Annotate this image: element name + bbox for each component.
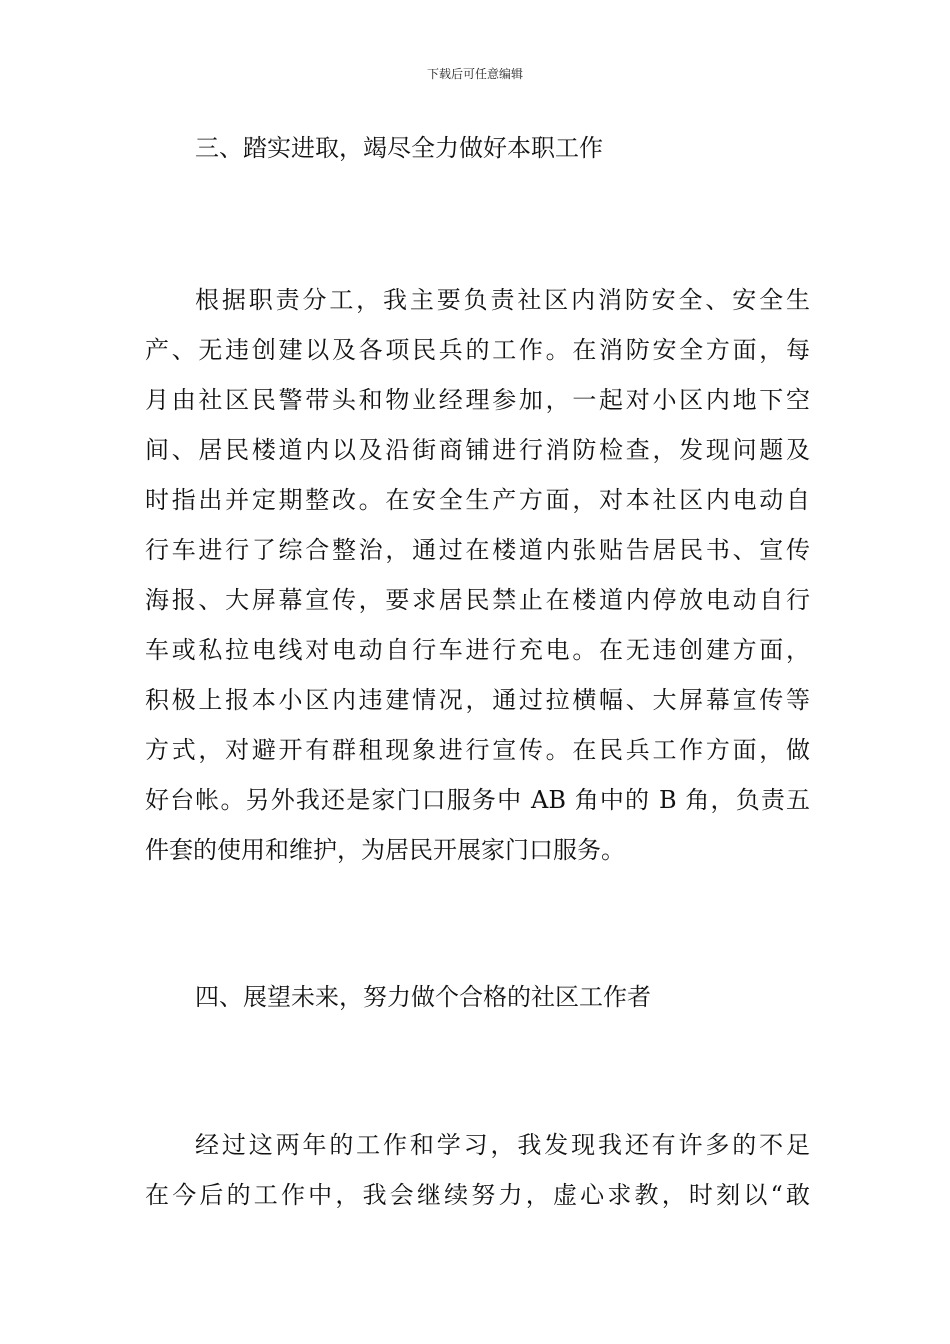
paragraph-line: 在今后的工作中，我会继续努力，虚心求教，时刻以“敢 <box>145 1181 810 1209</box>
section-heading-3: 三、踏实进取，竭尽全力做好本职工作 <box>195 134 603 162</box>
paragraph-line: 车或私拉电线对电动自行车进行充电。在无违创建方面， <box>145 636 810 664</box>
section-4-paragraph <box>145 1120 810 1220</box>
paragraph-line: 行车进行了综合整治，通过在楼道内张贴告居民书、宣传 <box>145 536 810 564</box>
paragraph-line: 经过这两年的工作和学习，我发现我还有许多的不足 <box>195 1131 810 1159</box>
paragraph-line: 月由社区民警带头和物业经理参加，一起对小区内地下空 <box>145 386 810 414</box>
section-3-paragraph <box>145 275 810 875</box>
paragraph-line: 产、无违创建以及各项民兵的工作。在消防安全方面，每 <box>145 336 810 364</box>
paragraph-line: 时指出并定期整改。在安全生产方面，对本社区内电动自 <box>145 486 810 514</box>
paragraph-line: 件套的使用和维护，为居民开展家门口服务。 <box>145 836 625 864</box>
paragraph-line: 积极上报本小区内违建情况，通过拉横幅、大屏幕宣传等 <box>145 686 810 714</box>
paragraph-line: 间、居民楼道内以及沿街商铺进行消防检查，发现问题及 <box>145 436 810 464</box>
paragraph-line: 海报、大屏幕宣传，要求居民禁止在楼道内停放电动自行 <box>145 586 810 614</box>
header-note: 下载后可任意编辑 <box>426 67 523 81</box>
paragraph-line: 根据职责分工，我主要负责社区内消防安全、安全生 <box>195 286 810 314</box>
paragraph-line: 好台帐。另外我还是家门口服务中 AB 角中的 B 角，负责五 <box>145 786 810 814</box>
section-heading-4: 四、展望未来，努力做个合格的社区工作者 <box>195 983 651 1011</box>
paragraph-line: 方式，对避开有群租现象进行宣传。在民兵工作方面，做 <box>145 736 810 764</box>
